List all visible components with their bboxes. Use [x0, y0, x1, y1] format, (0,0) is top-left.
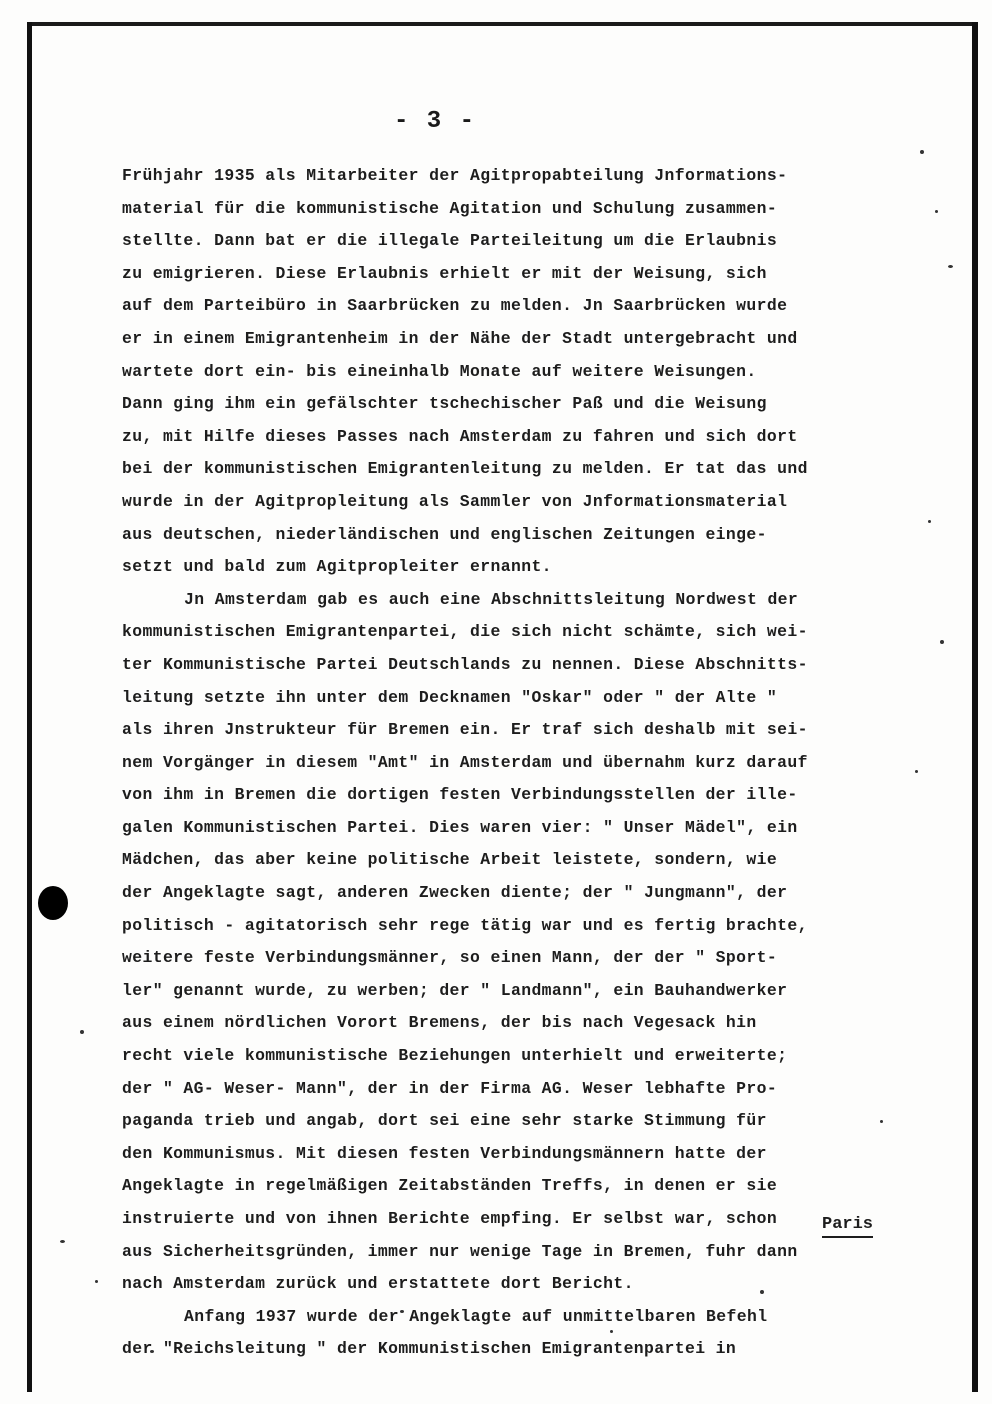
text-line: nach Amsterdam zurück und erstattete dort Bericht. — [122, 1274, 634, 1294]
text-line: Angeklagte in regelmäßigen Zeitabständen Treffs, in denen er sie — [122, 1176, 778, 1196]
punch-hole — [38, 886, 68, 920]
text-line: zu, mit Hilfe dieses Passes nach Amsterdam zu fahren und sich dort — [122, 426, 798, 446]
text-line: nem Vorgänger in diesem "Amt" in Amsterdam und übernahm kurz darauf — [122, 752, 808, 772]
text-line: galen Kommunistischen Partei. Dies waren vier: " Unser Mädel", ein — [122, 817, 798, 837]
text-line: material für die kommunistische Agitation und Schulung zusammen- — [122, 198, 778, 218]
text-line: aus Sicherheitsgründen, immer nur wenige Tage in Bremen, fuhr dann — [122, 1241, 798, 1261]
text-line: stellte. Dann bat er die illegale Parteileitung um die Erlaubnis — [122, 231, 778, 251]
paragraph-start-line: Jn Amsterdam gab es auch eine Abschnittsleitung Nordwest der — [184, 589, 799, 609]
text-line: kommunistischen Emigrantenpartei, die sich nicht schämte, sich wei- — [122, 622, 808, 642]
text-line: von ihm in Bremen die dortigen festen Verbindungsstellen der ille- — [122, 785, 798, 805]
text-line: setzt und bald zum Agitpropleiter ernannt. — [122, 557, 552, 577]
text-line: der "Reichsleitung " der Kommunistischen Emigrantenpartei in — [122, 1339, 737, 1359]
text-line: politisch - agitatorisch sehr rege tätig war und es fertig brachte, — [122, 915, 808, 935]
text-line: aus einem nördlichen Vorort Bremens, der bis nach Vegesack hin — [122, 1013, 757, 1033]
text-line: Dann ging ihm ein gefälschter tschechischer Paß und die Weisung — [122, 394, 767, 414]
scan-border-top — [27, 22, 977, 26]
catchword: Paris — [822, 1214, 873, 1238]
text-line: Mädchen, das aber keine politische Arbeit leistete, sondern, wie — [122, 850, 778, 870]
text-line: der Angeklagte sagt, anderen Zwecken diente; der " Jungmann", der — [122, 883, 788, 903]
text-line: wartete dort ein- bis eineinhalb Monate auf weitere Weisungen. — [122, 361, 757, 381]
text-line: Frühjahr 1935 als Mitarbeiter der Agitpropabteilung Jnformations- — [122, 166, 788, 185]
text-line: der " AG- Weser- Mann", der in der Firma AG. Weser lebhafte Pro- — [122, 1078, 778, 1098]
text-line: zu emigrieren. Diese Erlaubnis erhielt er mit der Weisung, sich — [122, 263, 767, 283]
text-line: leitung setzte ihn unter dem Decknamen "Oskar" oder " der Alte " — [122, 687, 778, 707]
text-line: recht viele kommunistische Beziehungen unterhielt und erweiterte; — [122, 1046, 788, 1066]
text-line: aus deutschen, niederländischen und englischen Zeitungen einge- — [122, 524, 767, 544]
text-line: den Kommunismus. Mit diesen festen Verbindungsmännern hatte der — [122, 1143, 767, 1163]
text-line: ler" genannt wurde, zu werben; der " Landmann", ein Bauhandwerker — [122, 980, 788, 1000]
text-line: wurde in der Agitpropleitung als Sammler von Jnformationsmaterial — [122, 491, 788, 511]
page-number: - 3 - — [393, 108, 476, 135]
text-line: er in einem Emigrantenheim in der Nähe der Stadt untergebracht und — [122, 328, 798, 348]
body-text — [122, 160, 912, 1366]
text-line: als ihren Jnstrukteur für Bremen ein. Er traf sich deshalb mit sei- — [122, 720, 808, 740]
text-line: auf dem Parteibüro in Saarbrücken zu melden. Jn Saarbrücken wurde — [122, 296, 788, 316]
text-line: instruierte und von ihnen Berichte empfing. Er selbst war, schon — [122, 1209, 778, 1228]
text-line: ter Kommunistische Partei Deutschlands zu nennen. Diese Abschnitts- — [122, 654, 808, 674]
text-line: paganda trieb und angab, dort sei eine sehr starke Stimmung für — [122, 1111, 767, 1131]
scan-border-right — [972, 22, 978, 1392]
text-line: weitere feste Verbindungsmänner, so einen Mann, der der " Sport- — [122, 948, 778, 968]
paragraph-start-line: Anfang 1937 wurde der Angeklagte auf unmittelbaren Befehl — [184, 1306, 768, 1326]
text-line: bei der kommunistischen Emigrantenleitung zu melden. Er tat das und — [122, 459, 808, 479]
scan-border-left — [27, 22, 32, 1392]
